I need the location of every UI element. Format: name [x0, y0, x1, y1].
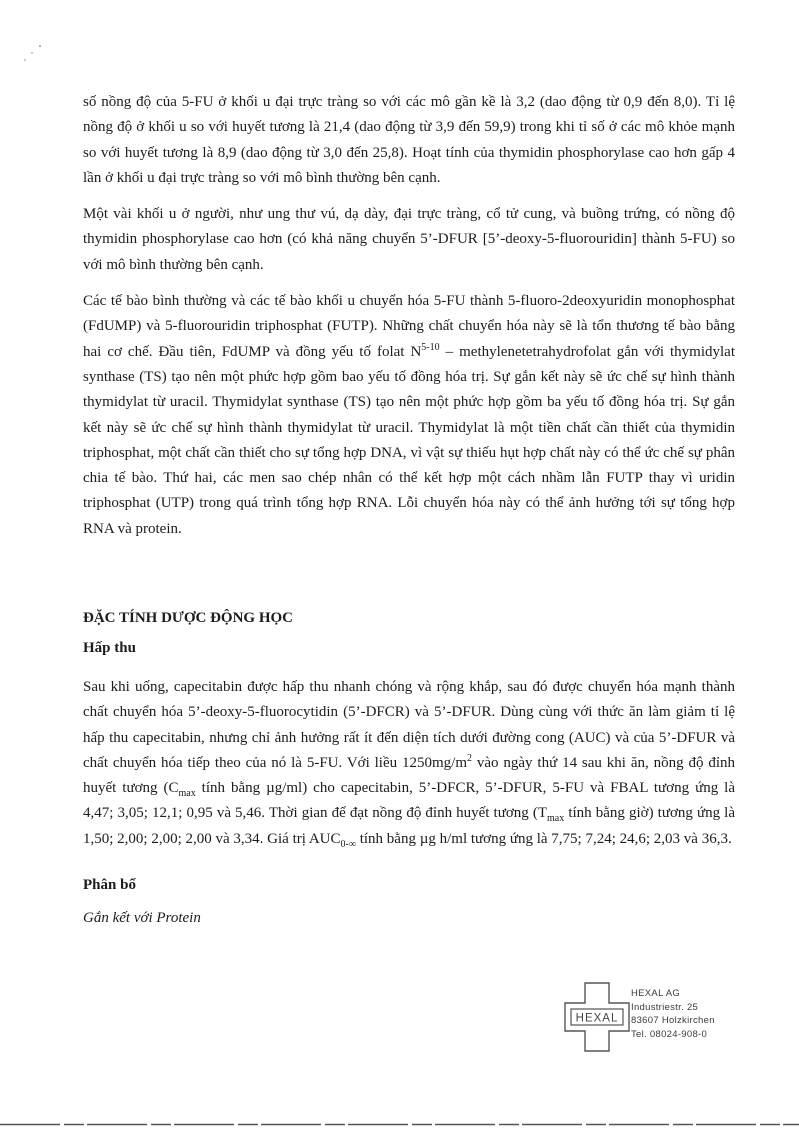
stamp-street: Industriestr. 25	[631, 1001, 699, 1013]
hexal-logo-icon	[563, 981, 631, 1053]
absorption-paragraph	[83, 675, 735, 852]
stamp-city: 83607 Holzkirchen	[631, 1015, 715, 1026]
cmax-subscript: max	[178, 788, 196, 800]
absorption-text-a: Sau khi uống, capecitabin được hấp thu nhanh chóng và rộng khắp, sau đó được chuyển hóa mạnh thành chất chuyển hóa 5’-deoxy-5-fluorocytidin (5’-DFCR) và 5’-DFUR. Dùng cùng với thức ăn làm giảm tỉ lệ hấp thu capecitabin, nhưng chỉ ảnh hưởng rất ít đến diện tích dưới đường cong (AUC) và của 5’-DFUR và chất chuyển hóa tiếp theo của nó là 5-FU. Với liều 1250mg/m	[83, 679, 735, 771]
bottom-edge-rule	[0, 1123, 799, 1126]
stamp-phone: Tel. 08024-908-0	[631, 1028, 708, 1040]
stamp-address	[631, 987, 715, 1041]
subheading-protein-binding: Gắn kết với Protein	[83, 910, 201, 926]
document-page	[83, 90, 735, 926]
dose-superscript: 2	[467, 752, 472, 764]
scan-speck-mark	[22, 40, 52, 70]
absorption-text-b: vào ngày thứ 14 sau khi ăn, nồng độ đỉnh huyết tương (C	[83, 754, 735, 797]
subheading-distribution: Phân bố	[83, 877, 136, 893]
body-paragraph-2: Một vài khối u ở người, như ung thư vú, dạ dày, đại trực tràng, cổ tử cung, và buồng trứng, có nồng độ thymidin phosphorylase cao hơn (có khả năng chuyển 5’-DFUR [5’-deoxy-5-fluorouridin] thành 5-FU) so với mô bình thường bên cạnh.	[83, 206, 735, 273]
absorption-text-d: tính bằng giờ) tương ứng là 1,50; 2,00; 2,00; 2,00 và 3,34. Giá trị AUC	[83, 805, 735, 847]
folate-superscript: 5-10	[421, 341, 440, 353]
auc-subscript: 0-∞	[340, 838, 356, 850]
section-heading: ĐẶC TÍNH DƯỢC ĐỘNG HỌC	[83, 610, 294, 626]
absorption-text-c: tính bằng µg/ml) cho capecitabin, 5’-DFCR, 5’-DFUR, 5-FU và FBAL tương ứng là 4,47; 3,05; 12,1; 0,95 và 5,46. Thời gian để đạt nồng độ đỉnh huyết tương (T	[83, 780, 735, 822]
subheading-absorption: Hấp thu	[83, 640, 136, 656]
stamp-company-name: HEXAL AG	[631, 988, 681, 999]
paragraph-3-text-b: – methylenetetrahydrofolat gắn với thymidylat synthase (TS) tạo nên một phức hợp gồm bao yếu tố đồng hóa trị. Sự gắn kết này sẽ ức chế sự hình thành thymidylat từ uracil. Thymidylat synthase (TS) tạo nên một phức hợp gồm ba yếu tố đồng hóa trị. Sự gắn kết này sẽ ức chế sự hình thành thymidylat từ uracil. Thymidylat là một tiền chất cần thiết của thymidin triphosphat, một chất cần thiết cho sự tổng hợp DNA, vì vật sự thiếu hụt hợp chất này có thể ức chế sự phân chia tế bào. Thứ hai, các men sao chép nhân có thể kết hợp một cách nhầm lẫn FUTP thay vì uridin triphosphat (UTP) trong quá trình tổng hợp RNA. Lỗi chuyển hóa này có thể ảnh hưởng tới sự tổng hợp RNA và protein.	[83, 343, 735, 537]
absorption-text-e: tính bằng µg h/ml tương ứng là 7,75; 7,24; 24,6; 2,03 và 36,3.	[355, 830, 732, 847]
tmax-subscript: max	[547, 813, 565, 825]
stamp-logo-text: HEXAL	[575, 1012, 619, 1025]
body-paragraph-1: số nồng độ của 5-FU ở khối u đại trực tràng so với các mô gần kề là 3,2 (dao động từ 0,9 đến 8,0). Tỉ lệ nồng độ ở khối u so với huyết tương là 21,4 (dao động từ 3,9 đến 59,9) trong khi tỉ số ở các mô khỏe mạnh so với huyết tương là 8,9 (dao động từ 3,0 đến 25,8). Hoạt tính của thymidin phosphorylase cao hơn gấp 4 lần ở khối u đại trực tràng so với mô bình thường bên cạnh.	[83, 94, 735, 186]
body-paragraph-3	[83, 289, 735, 542]
company-stamp	[563, 981, 733, 1053]
paragraph-3-text-a: Các tế bào bình thường và các tế bào khối u chuyển hóa 5-FU thành 5-fluoro-2deoxyuridin monophosphat (FdUMP) và 5-fluorouridin triphosphat (FUTP). Những chất chuyển hóa này sẽ là tổn thương tế bào bằng hai cơ chế. Đầu tiên, FdUMP và đồng yếu tố folat N	[83, 293, 735, 360]
